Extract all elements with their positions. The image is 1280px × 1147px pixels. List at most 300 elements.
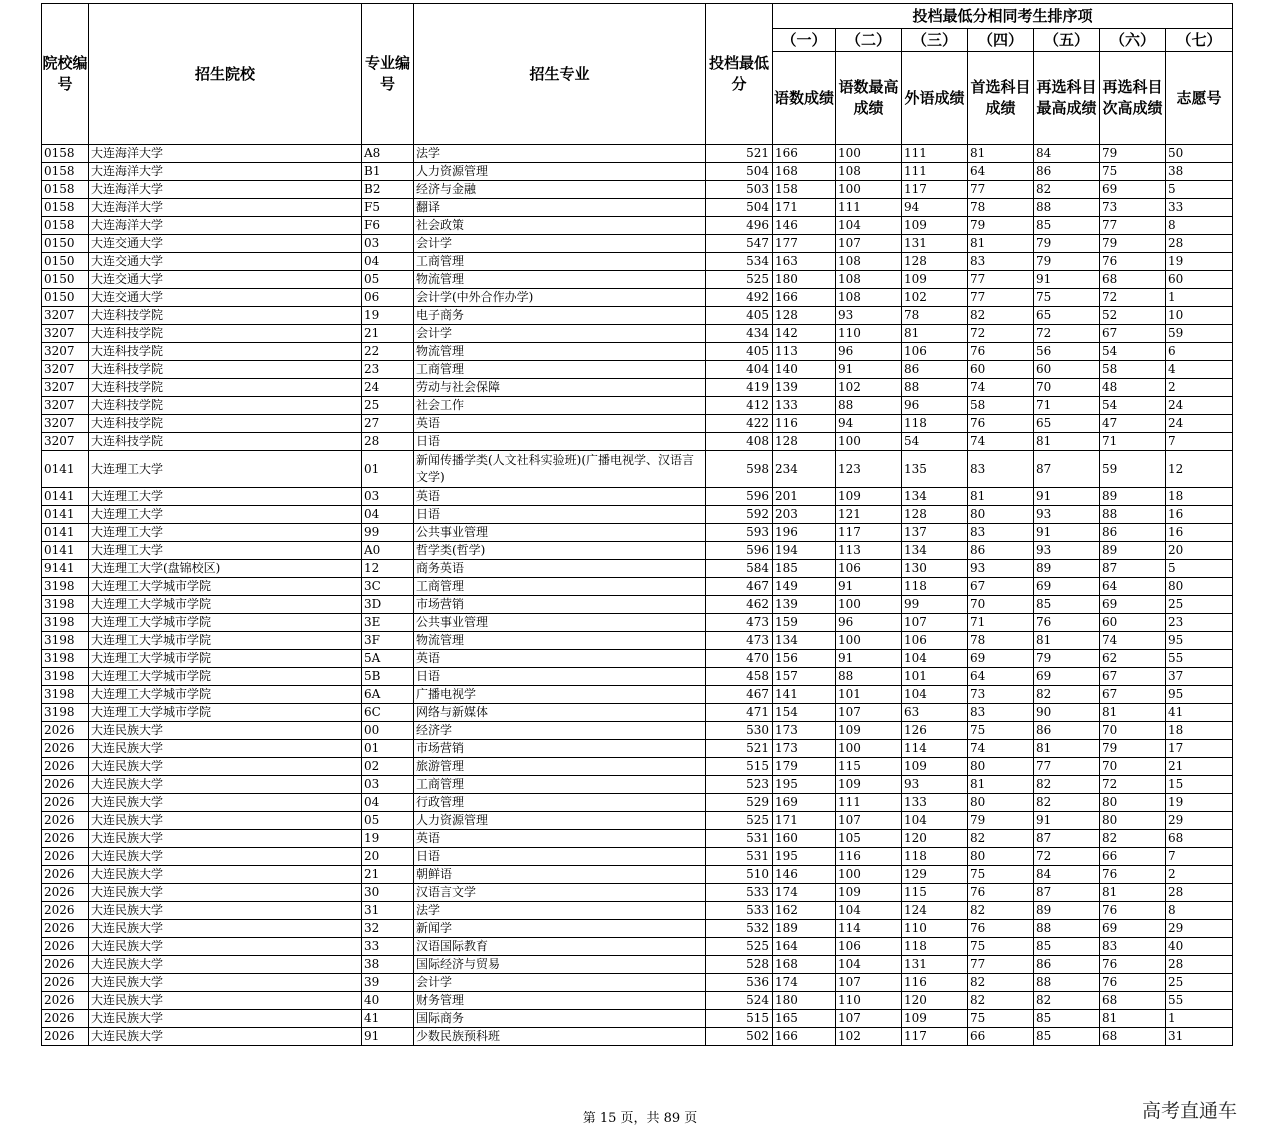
first-subject-cell: 76 bbox=[968, 884, 1034, 902]
chinese-math-max-cell: 107 bbox=[836, 1010, 902, 1028]
second-subject-max-cell: 85 bbox=[1034, 1028, 1100, 1046]
foreign-lang-cell: 117 bbox=[902, 181, 968, 199]
foreign-lang-cell: 109 bbox=[902, 758, 968, 776]
chinese-math-max-cell: 108 bbox=[836, 163, 902, 181]
major-name-cell: 公共事业管理 bbox=[414, 614, 706, 632]
major-code-cell: 03 bbox=[362, 488, 414, 506]
chinese-math-max-cell: 91 bbox=[836, 578, 902, 596]
header-tiebreak-label: 外语成绩 bbox=[902, 52, 968, 145]
chinese-math-max-cell: 107 bbox=[836, 812, 902, 830]
second-subject-max-cell: 85 bbox=[1034, 596, 1100, 614]
school-code-cell: 2026 bbox=[42, 830, 89, 848]
first-subject-cell: 82 bbox=[968, 974, 1034, 992]
table-row bbox=[42, 163, 1233, 181]
second-subject-next-cell: 69 bbox=[1100, 920, 1166, 938]
foreign-lang-cell: 93 bbox=[902, 776, 968, 794]
first-subject-cell: 75 bbox=[968, 722, 1034, 740]
school-code-cell: 3207 bbox=[42, 415, 89, 433]
second-subject-next-cell: 58 bbox=[1100, 361, 1166, 379]
second-subject-next-cell: 79 bbox=[1100, 145, 1166, 163]
chinese-math-cell: 139 bbox=[773, 379, 836, 397]
chinese-math-cell: 162 bbox=[773, 902, 836, 920]
chinese-math-max-cell: 88 bbox=[836, 397, 902, 415]
second-subject-max-cell: 82 bbox=[1034, 992, 1100, 1010]
chinese-math-max-cell: 107 bbox=[836, 235, 902, 253]
school-code-cell: 3198 bbox=[42, 596, 89, 614]
preference-no-cell: 95 bbox=[1166, 632, 1233, 650]
major-name-cell: 新闻学 bbox=[414, 920, 706, 938]
major-code-cell: 38 bbox=[362, 956, 414, 974]
table-row bbox=[42, 668, 1233, 686]
chinese-math-max-cell: 91 bbox=[836, 650, 902, 668]
second-subject-next-cell: 81 bbox=[1100, 704, 1166, 722]
min-score-cell: 521 bbox=[706, 145, 773, 163]
chinese-math-max-cell: 96 bbox=[836, 614, 902, 632]
foreign-lang-cell: 110 bbox=[902, 920, 968, 938]
first-subject-cell: 77 bbox=[968, 289, 1034, 307]
min-score-cell: 408 bbox=[706, 433, 773, 451]
chinese-math-max-cell: 96 bbox=[836, 343, 902, 361]
second-subject-next-cell: 72 bbox=[1100, 776, 1166, 794]
school-code-cell: 2026 bbox=[42, 902, 89, 920]
chinese-math-cell: 179 bbox=[773, 758, 836, 776]
header-tiebreak-number: （六） bbox=[1100, 29, 1166, 52]
preference-no-cell: 55 bbox=[1166, 992, 1233, 1010]
header-major-code: 专业编号 bbox=[362, 4, 414, 145]
second-subject-next-cell: 79 bbox=[1100, 235, 1166, 253]
school-code-cell: 0150 bbox=[42, 289, 89, 307]
second-subject-max-cell: 93 bbox=[1034, 506, 1100, 524]
second-subject-max-cell: 69 bbox=[1034, 578, 1100, 596]
second-subject-max-cell: 79 bbox=[1034, 253, 1100, 271]
school-name-cell: 大连科技学院 bbox=[89, 307, 362, 325]
preference-no-cell: 5 bbox=[1166, 181, 1233, 199]
foreign-lang-cell: 124 bbox=[902, 902, 968, 920]
preference-no-cell: 60 bbox=[1166, 271, 1233, 289]
header-tiebreak-number: （二） bbox=[836, 29, 902, 52]
school-name-cell: 大连民族大学 bbox=[89, 848, 362, 866]
foreign-lang-cell: 115 bbox=[902, 884, 968, 902]
table-row bbox=[42, 686, 1233, 704]
school-name-cell: 大连理工大学 bbox=[89, 506, 362, 524]
preference-no-cell: 68 bbox=[1166, 830, 1233, 848]
table-row bbox=[42, 253, 1233, 271]
school-name-cell: 大连海洋大学 bbox=[89, 145, 362, 163]
second-subject-max-cell: 71 bbox=[1034, 397, 1100, 415]
second-subject-next-cell: 62 bbox=[1100, 650, 1166, 668]
first-subject-cell: 83 bbox=[968, 524, 1034, 542]
min-score-cell: 510 bbox=[706, 866, 773, 884]
first-subject-cell: 78 bbox=[968, 199, 1034, 217]
preference-no-cell: 24 bbox=[1166, 415, 1233, 433]
header-tiebreak-label: 志愿号 bbox=[1166, 52, 1233, 145]
first-subject-cell: 75 bbox=[968, 1010, 1034, 1028]
min-score-cell: 521 bbox=[706, 740, 773, 758]
school-code-cell: 3198 bbox=[42, 578, 89, 596]
second-subject-max-cell: 81 bbox=[1034, 740, 1100, 758]
major-code-cell: A0 bbox=[362, 542, 414, 560]
second-subject-max-cell: 70 bbox=[1034, 379, 1100, 397]
major-code-cell: 22 bbox=[362, 343, 414, 361]
first-subject-cell: 66 bbox=[968, 1028, 1034, 1046]
major-code-cell: 04 bbox=[362, 253, 414, 271]
school-name-cell: 大连民族大学 bbox=[89, 1028, 362, 1046]
foreign-lang-cell: 128 bbox=[902, 506, 968, 524]
foreign-lang-cell: 118 bbox=[902, 415, 968, 433]
major-code-cell: 03 bbox=[362, 776, 414, 794]
school-name-cell: 大连科技学院 bbox=[89, 343, 362, 361]
preference-no-cell: 8 bbox=[1166, 217, 1233, 235]
chinese-math-cell: 164 bbox=[773, 938, 836, 956]
foreign-lang-cell: 106 bbox=[902, 343, 968, 361]
chinese-math-max-cell: 106 bbox=[836, 560, 902, 578]
min-score-cell: 434 bbox=[706, 325, 773, 343]
min-score-cell: 462 bbox=[706, 596, 773, 614]
min-score-cell: 458 bbox=[706, 668, 773, 686]
first-subject-cell: 77 bbox=[968, 956, 1034, 974]
chinese-math-max-cell: 100 bbox=[836, 181, 902, 199]
chinese-math-cell: 159 bbox=[773, 614, 836, 632]
table-row bbox=[42, 307, 1233, 325]
first-subject-cell: 82 bbox=[968, 307, 1034, 325]
major-code-cell: 01 bbox=[362, 740, 414, 758]
first-subject-cell: 77 bbox=[968, 181, 1034, 199]
foreign-lang-cell: 120 bbox=[902, 992, 968, 1010]
second-subject-max-cell: 85 bbox=[1034, 1010, 1100, 1028]
foreign-lang-cell: 78 bbox=[902, 307, 968, 325]
chinese-math-max-cell: 104 bbox=[836, 217, 902, 235]
chinese-math-cell: 234 bbox=[773, 451, 836, 488]
second-subject-next-cell: 48 bbox=[1100, 379, 1166, 397]
second-subject-max-cell: 87 bbox=[1034, 830, 1100, 848]
second-subject-next-cell: 69 bbox=[1100, 181, 1166, 199]
chinese-math-cell: 154 bbox=[773, 704, 836, 722]
major-name-cell: 人力资源管理 bbox=[414, 163, 706, 181]
min-score-cell: 534 bbox=[706, 253, 773, 271]
chinese-math-max-cell: 102 bbox=[836, 379, 902, 397]
school-name-cell: 大连交通大学 bbox=[89, 289, 362, 307]
first-subject-cell: 83 bbox=[968, 451, 1034, 488]
foreign-lang-cell: 106 bbox=[902, 632, 968, 650]
second-subject-next-cell: 87 bbox=[1100, 560, 1166, 578]
table-row bbox=[42, 920, 1233, 938]
chinese-math-cell: 171 bbox=[773, 199, 836, 217]
chinese-math-max-cell: 109 bbox=[836, 488, 902, 506]
chinese-math-cell: 166 bbox=[773, 145, 836, 163]
second-subject-max-cell: 56 bbox=[1034, 343, 1100, 361]
second-subject-max-cell: 91 bbox=[1034, 524, 1100, 542]
min-score-cell: 525 bbox=[706, 271, 773, 289]
second-subject-next-cell: 67 bbox=[1100, 686, 1166, 704]
foreign-lang-cell: 134 bbox=[902, 488, 968, 506]
second-subject-next-cell: 88 bbox=[1100, 506, 1166, 524]
major-code-cell: 05 bbox=[362, 271, 414, 289]
second-subject-max-cell: 91 bbox=[1034, 812, 1100, 830]
chinese-math-cell: 171 bbox=[773, 812, 836, 830]
preference-no-cell: 31 bbox=[1166, 1028, 1233, 1046]
chinese-math-cell: 201 bbox=[773, 488, 836, 506]
foreign-lang-cell: 133 bbox=[902, 794, 968, 812]
second-subject-max-cell: 72 bbox=[1034, 325, 1100, 343]
major-code-cell: 23 bbox=[362, 361, 414, 379]
major-name-cell: 公共事业管理 bbox=[414, 524, 706, 542]
major-code-cell: 01 bbox=[362, 451, 414, 488]
table-row bbox=[42, 650, 1233, 668]
min-score-cell: 515 bbox=[706, 1010, 773, 1028]
chinese-math-cell: 128 bbox=[773, 307, 836, 325]
table-row bbox=[42, 271, 1233, 289]
school-name-cell: 大连理工大学(盘锦校区) bbox=[89, 560, 362, 578]
table-row bbox=[42, 722, 1233, 740]
chinese-math-cell: 168 bbox=[773, 956, 836, 974]
major-name-cell: 网络与新媒体 bbox=[414, 704, 706, 722]
major-code-cell: 24 bbox=[362, 379, 414, 397]
school-name-cell: 大连理工大学城市学院 bbox=[89, 596, 362, 614]
table-row bbox=[42, 704, 1233, 722]
school-code-cell: 0150 bbox=[42, 235, 89, 253]
major-name-cell: 市场营销 bbox=[414, 596, 706, 614]
foreign-lang-cell: 116 bbox=[902, 974, 968, 992]
second-subject-next-cell: 76 bbox=[1100, 866, 1166, 884]
school-name-cell: 大连民族大学 bbox=[89, 884, 362, 902]
school-name-cell: 大连民族大学 bbox=[89, 974, 362, 992]
preference-no-cell: 1 bbox=[1166, 1010, 1233, 1028]
second-subject-next-cell: 74 bbox=[1100, 632, 1166, 650]
preference-no-cell: 28 bbox=[1166, 884, 1233, 902]
major-name-cell: 工商管理 bbox=[414, 361, 706, 379]
school-code-cell: 3207 bbox=[42, 379, 89, 397]
school-code-cell: 3207 bbox=[42, 397, 89, 415]
admission-table bbox=[41, 3, 1233, 1046]
major-name-cell: 国际经济与贸易 bbox=[414, 956, 706, 974]
major-code-cell: 03 bbox=[362, 235, 414, 253]
foreign-lang-cell: 102 bbox=[902, 289, 968, 307]
foreign-lang-cell: 104 bbox=[902, 812, 968, 830]
table-row bbox=[42, 451, 1233, 488]
major-code-cell: F5 bbox=[362, 199, 414, 217]
chinese-math-max-cell: 110 bbox=[836, 325, 902, 343]
chinese-math-cell: 113 bbox=[773, 343, 836, 361]
school-name-cell: 大连民族大学 bbox=[89, 992, 362, 1010]
major-code-cell: 33 bbox=[362, 938, 414, 956]
chinese-math-cell: 140 bbox=[773, 361, 836, 379]
foreign-lang-cell: 118 bbox=[902, 848, 968, 866]
major-code-cell: 02 bbox=[362, 758, 414, 776]
second-subject-next-cell: 71 bbox=[1100, 433, 1166, 451]
major-code-cell: A8 bbox=[362, 145, 414, 163]
second-subject-next-cell: 75 bbox=[1100, 163, 1166, 181]
min-score-cell: 422 bbox=[706, 415, 773, 433]
second-subject-max-cell: 88 bbox=[1034, 974, 1100, 992]
major-name-cell: 汉语言文学 bbox=[414, 884, 706, 902]
min-score-cell: 529 bbox=[706, 794, 773, 812]
school-name-cell: 大连科技学院 bbox=[89, 379, 362, 397]
table-row bbox=[42, 379, 1233, 397]
major-name-cell: 劳动与社会保障 bbox=[414, 379, 706, 397]
major-code-cell: 04 bbox=[362, 506, 414, 524]
first-subject-cell: 64 bbox=[968, 163, 1034, 181]
first-subject-cell: 80 bbox=[968, 848, 1034, 866]
major-name-cell: 哲学类(哲学) bbox=[414, 542, 706, 560]
major-name-cell: 旅游管理 bbox=[414, 758, 706, 776]
preference-no-cell: 21 bbox=[1166, 758, 1233, 776]
major-code-cell: 6C bbox=[362, 704, 414, 722]
foreign-lang-cell: 88 bbox=[902, 379, 968, 397]
min-score-cell: 419 bbox=[706, 379, 773, 397]
second-subject-next-cell: 47 bbox=[1100, 415, 1166, 433]
min-score-cell: 504 bbox=[706, 163, 773, 181]
second-subject-max-cell: 81 bbox=[1034, 433, 1100, 451]
first-subject-cell: 81 bbox=[968, 145, 1034, 163]
major-name-cell: 工商管理 bbox=[414, 578, 706, 596]
foreign-lang-cell: 63 bbox=[902, 704, 968, 722]
major-code-cell: 21 bbox=[362, 325, 414, 343]
min-score-cell: 404 bbox=[706, 361, 773, 379]
chinese-math-max-cell: 109 bbox=[836, 776, 902, 794]
school-code-cell: 2026 bbox=[42, 776, 89, 794]
major-code-cell: 19 bbox=[362, 830, 414, 848]
major-code-cell: 32 bbox=[362, 920, 414, 938]
chinese-math-max-cell: 123 bbox=[836, 451, 902, 488]
min-score-cell: 524 bbox=[706, 992, 773, 1010]
min-score-cell: 496 bbox=[706, 217, 773, 235]
foreign-lang-cell: 109 bbox=[902, 1010, 968, 1028]
header-tiebreak-label: 语数最高成绩 bbox=[836, 52, 902, 145]
chinese-math-cell: 173 bbox=[773, 722, 836, 740]
major-name-cell: 日语 bbox=[414, 668, 706, 686]
school-code-cell: 3207 bbox=[42, 307, 89, 325]
second-subject-max-cell: 90 bbox=[1034, 704, 1100, 722]
preference-no-cell: 17 bbox=[1166, 740, 1233, 758]
chinese-math-cell: 156 bbox=[773, 650, 836, 668]
foreign-lang-cell: 107 bbox=[902, 614, 968, 632]
chinese-math-max-cell: 100 bbox=[836, 740, 902, 758]
school-code-cell: 0158 bbox=[42, 163, 89, 181]
first-subject-cell: 83 bbox=[968, 704, 1034, 722]
second-subject-max-cell: 84 bbox=[1034, 866, 1100, 884]
major-code-cell: 27 bbox=[362, 415, 414, 433]
min-score-cell: 492 bbox=[706, 289, 773, 307]
header-tiebreak-number: （七） bbox=[1166, 29, 1233, 52]
chinese-math-cell: 166 bbox=[773, 289, 836, 307]
min-score-cell: 473 bbox=[706, 614, 773, 632]
foreign-lang-cell: 101 bbox=[902, 668, 968, 686]
school-name-cell: 大连民族大学 bbox=[89, 776, 362, 794]
foreign-lang-cell: 109 bbox=[902, 271, 968, 289]
min-score-cell: 596 bbox=[706, 542, 773, 560]
major-name-cell: 行政管理 bbox=[414, 794, 706, 812]
chinese-math-max-cell: 113 bbox=[836, 542, 902, 560]
second-subject-max-cell: 84 bbox=[1034, 145, 1100, 163]
school-name-cell: 大连理工大学城市学院 bbox=[89, 578, 362, 596]
chinese-math-max-cell: 107 bbox=[836, 704, 902, 722]
preference-no-cell: 7 bbox=[1166, 433, 1233, 451]
major-name-cell: 电子商务 bbox=[414, 307, 706, 325]
header-tiebreak-label: 首选科目成绩 bbox=[968, 52, 1034, 145]
table-row bbox=[42, 632, 1233, 650]
preference-no-cell: 19 bbox=[1166, 253, 1233, 271]
second-subject-max-cell: 86 bbox=[1034, 956, 1100, 974]
table-row bbox=[42, 415, 1233, 433]
min-score-cell: 531 bbox=[706, 830, 773, 848]
table-row bbox=[42, 938, 1233, 956]
preference-no-cell: 16 bbox=[1166, 506, 1233, 524]
second-subject-next-cell: 76 bbox=[1100, 253, 1166, 271]
school-code-cell: 2026 bbox=[42, 1010, 89, 1028]
chinese-math-cell: 134 bbox=[773, 632, 836, 650]
second-subject-next-cell: 67 bbox=[1100, 325, 1166, 343]
second-subject-next-cell: 70 bbox=[1100, 758, 1166, 776]
chinese-math-cell: 169 bbox=[773, 794, 836, 812]
major-name-cell: 商务英语 bbox=[414, 560, 706, 578]
min-score-cell: 525 bbox=[706, 812, 773, 830]
chinese-math-cell: 116 bbox=[773, 415, 836, 433]
school-name-cell: 大连理工大学城市学院 bbox=[89, 704, 362, 722]
table-row bbox=[42, 902, 1233, 920]
second-subject-next-cell: 70 bbox=[1100, 722, 1166, 740]
foreign-lang-cell: 109 bbox=[902, 217, 968, 235]
preference-no-cell: 6 bbox=[1166, 343, 1233, 361]
major-name-cell: 人力资源管理 bbox=[414, 812, 706, 830]
school-code-cell: 0158 bbox=[42, 199, 89, 217]
chinese-math-cell: 146 bbox=[773, 866, 836, 884]
school-code-cell: 2026 bbox=[42, 956, 89, 974]
school-name-cell: 大连理工大学城市学院 bbox=[89, 650, 362, 668]
header-tiebreak-number: （五） bbox=[1034, 29, 1100, 52]
second-subject-max-cell: 79 bbox=[1034, 650, 1100, 668]
foreign-lang-cell: 131 bbox=[902, 235, 968, 253]
first-subject-cell: 93 bbox=[968, 560, 1034, 578]
school-code-cell: 0141 bbox=[42, 488, 89, 506]
preference-no-cell: 40 bbox=[1166, 938, 1233, 956]
school-name-cell: 大连交通大学 bbox=[89, 271, 362, 289]
chinese-math-max-cell: 117 bbox=[836, 524, 902, 542]
school-code-cell: 0141 bbox=[42, 542, 89, 560]
second-subject-max-cell: 85 bbox=[1034, 938, 1100, 956]
first-subject-cell: 71 bbox=[968, 614, 1034, 632]
first-subject-cell: 81 bbox=[968, 235, 1034, 253]
chinese-math-max-cell: 100 bbox=[836, 866, 902, 884]
first-subject-cell: 67 bbox=[968, 578, 1034, 596]
major-code-cell: 31 bbox=[362, 902, 414, 920]
second-subject-next-cell: 69 bbox=[1100, 596, 1166, 614]
second-subject-max-cell: 87 bbox=[1034, 451, 1100, 488]
major-name-cell: 经济与金融 bbox=[414, 181, 706, 199]
chinese-math-cell: 128 bbox=[773, 433, 836, 451]
preference-no-cell: 2 bbox=[1166, 866, 1233, 884]
second-subject-next-cell: 80 bbox=[1100, 794, 1166, 812]
foreign-lang-cell: 81 bbox=[902, 325, 968, 343]
chinese-math-cell: 141 bbox=[773, 686, 836, 704]
chinese-math-max-cell: 104 bbox=[836, 956, 902, 974]
header-min-score: 投档最低分 bbox=[706, 4, 773, 145]
major-code-cell: 05 bbox=[362, 812, 414, 830]
chinese-math-cell: 189 bbox=[773, 920, 836, 938]
first-subject-cell: 83 bbox=[968, 253, 1034, 271]
header-major-name: 招生专业 bbox=[414, 4, 706, 145]
school-code-cell: 0150 bbox=[42, 253, 89, 271]
second-subject-max-cell: 85 bbox=[1034, 217, 1100, 235]
table-row bbox=[42, 1010, 1233, 1028]
second-subject-max-cell: 88 bbox=[1034, 199, 1100, 217]
table-row bbox=[42, 866, 1233, 884]
major-name-cell: 英语 bbox=[414, 830, 706, 848]
major-name-cell: 日语 bbox=[414, 848, 706, 866]
second-subject-next-cell: 54 bbox=[1100, 397, 1166, 415]
major-code-cell: B1 bbox=[362, 163, 414, 181]
major-code-cell: 06 bbox=[362, 289, 414, 307]
chinese-math-max-cell: 105 bbox=[836, 830, 902, 848]
